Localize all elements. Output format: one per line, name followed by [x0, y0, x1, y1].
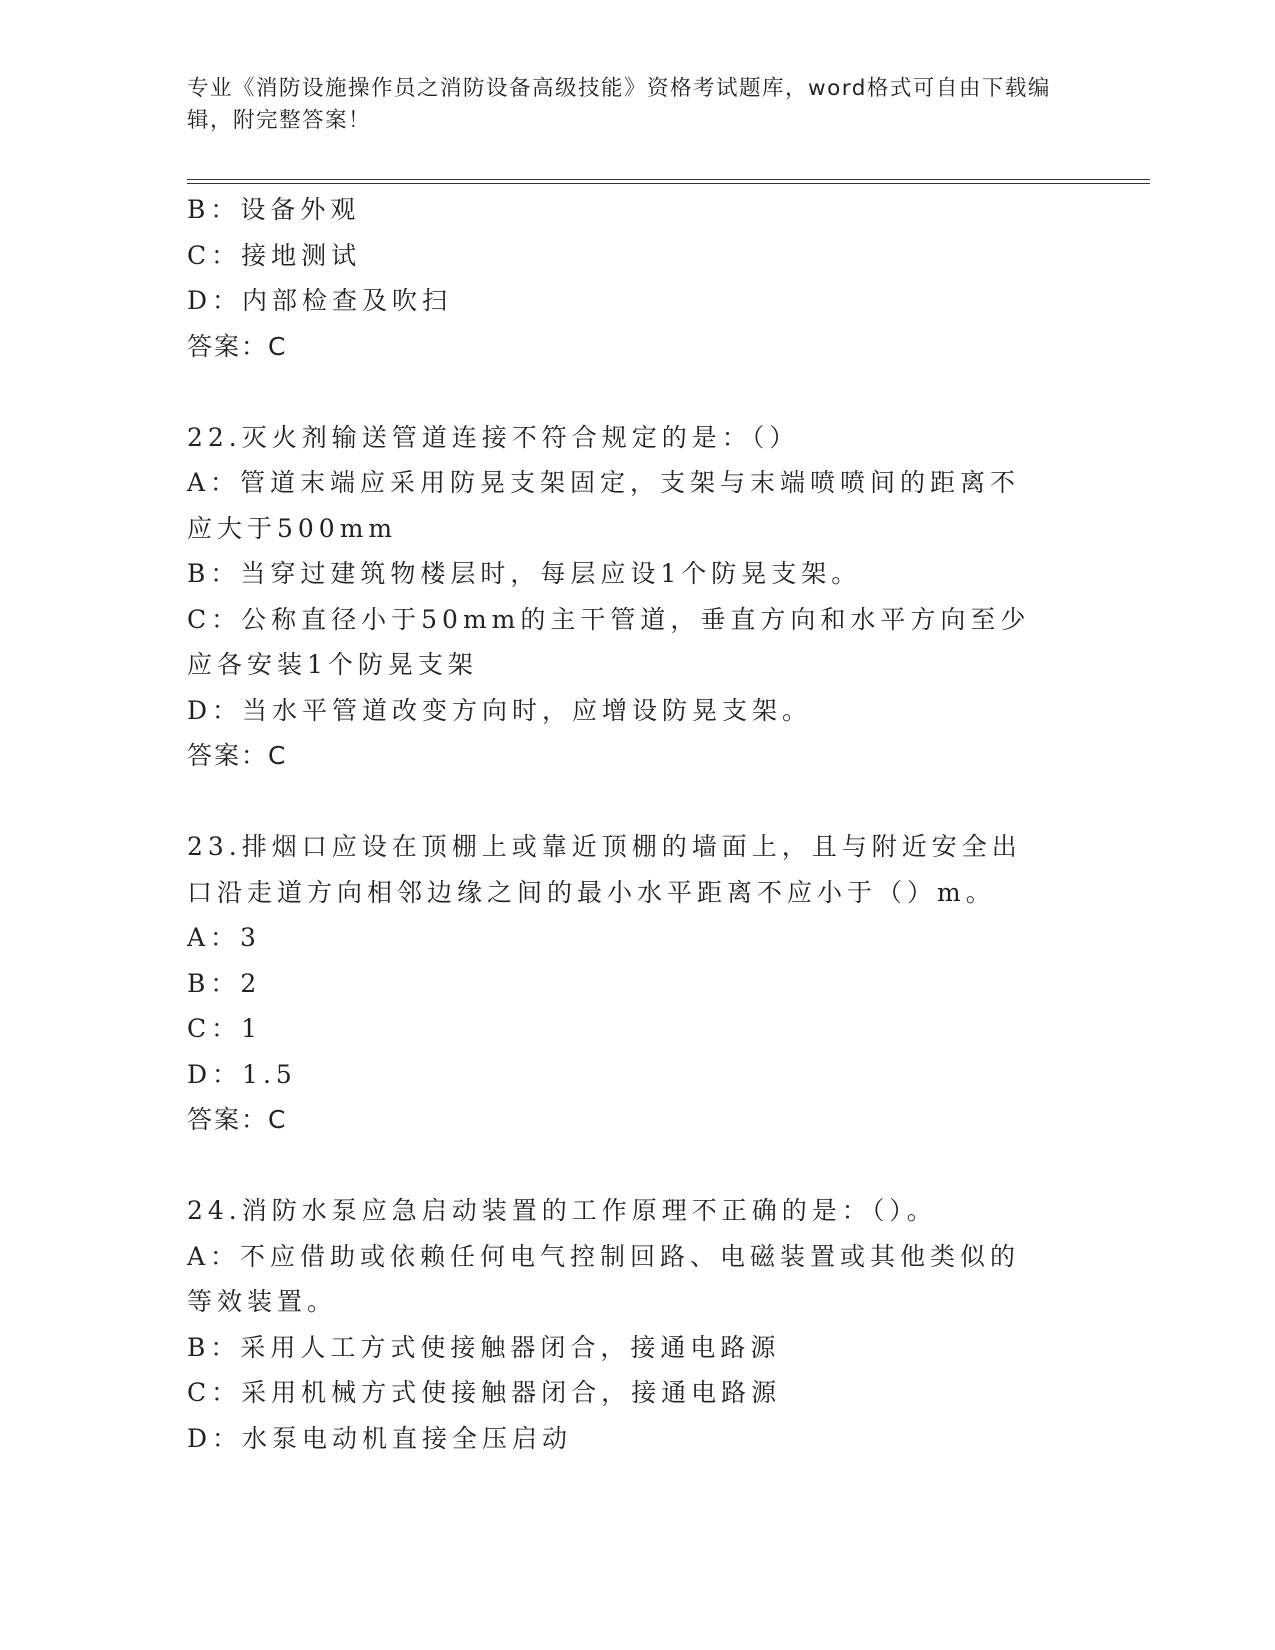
question-21-continuation — [187, 187, 1087, 369]
option-c: C：接地测试 — [187, 240, 362, 270]
option-d: D：当水平管道改变方向时，应增设防晃支架。 — [187, 695, 813, 725]
option-a: A：3 — [187, 923, 261, 952]
spacer — [187, 1143, 1087, 1189]
option-c: C：采用机械方式使接触器闭合，接通电路源 — [187, 1378, 782, 1407]
option-d: D：水泵电动机直接全压启动 — [187, 1423, 573, 1453]
option-c: C：公称直径小于50mm的主干管道，垂直方向和水平方向至少应各安装1个防晃支架 — [187, 604, 1031, 679]
spacer — [187, 779, 1087, 825]
answer-line: 答案：C — [187, 331, 288, 361]
spacer — [187, 369, 1087, 415]
header-divider-top — [187, 179, 1150, 180]
question-stem: 23.排烟口应设在顶棚上或靠近顶棚的墙面上，且与附近安全出口沿走道方向相邻边缘之间的最小水平距离不应小于（）m。 — [187, 832, 1022, 907]
document-header: 专业《消防设施操作员之消防设备高级技能》资格考试题库，word格式可自由下载编辑，附完整答案！ — [187, 76, 1051, 133]
option-a: A：不应借助或依赖任何电气控制回路、电磁装置或其他类似的等效装置。 — [187, 1241, 1021, 1316]
question-23 — [187, 824, 1087, 1143]
question-24 — [187, 1188, 1087, 1461]
question-22 — [187, 415, 1087, 779]
option-c: C：1 — [187, 1014, 263, 1043]
answer-line: 答案：C — [187, 741, 288, 770]
option-b: B：当穿过建筑物楼层时，每层应设1个防晃支架。 — [187, 559, 862, 588]
question-content — [187, 187, 1087, 1461]
question-stem: 22.灭火剂输送管道连接不符合规定的是：（） — [187, 422, 800, 452]
option-a: A：管道末端应采用防晃支架固定，支架与末端喷喷间的距离不应大于500mm — [187, 468, 1021, 543]
option-b: B：采用人工方式使接触器闭合，接通电路源 — [187, 1332, 781, 1362]
header-divider-bottom — [187, 183, 1150, 184]
answer-line: 答案：C — [187, 1105, 288, 1134]
question-stem: 24.消防水泵应急启动装置的工作原理不正确的是：（）。 — [187, 1196, 937, 1225]
option-b: B：2 — [187, 968, 262, 998]
option-d: D：1.5 — [187, 1059, 297, 1089]
option-b: B：设备外观 — [187, 195, 361, 224]
option-d: D：内部检查及吹扫 — [187, 286, 453, 315]
